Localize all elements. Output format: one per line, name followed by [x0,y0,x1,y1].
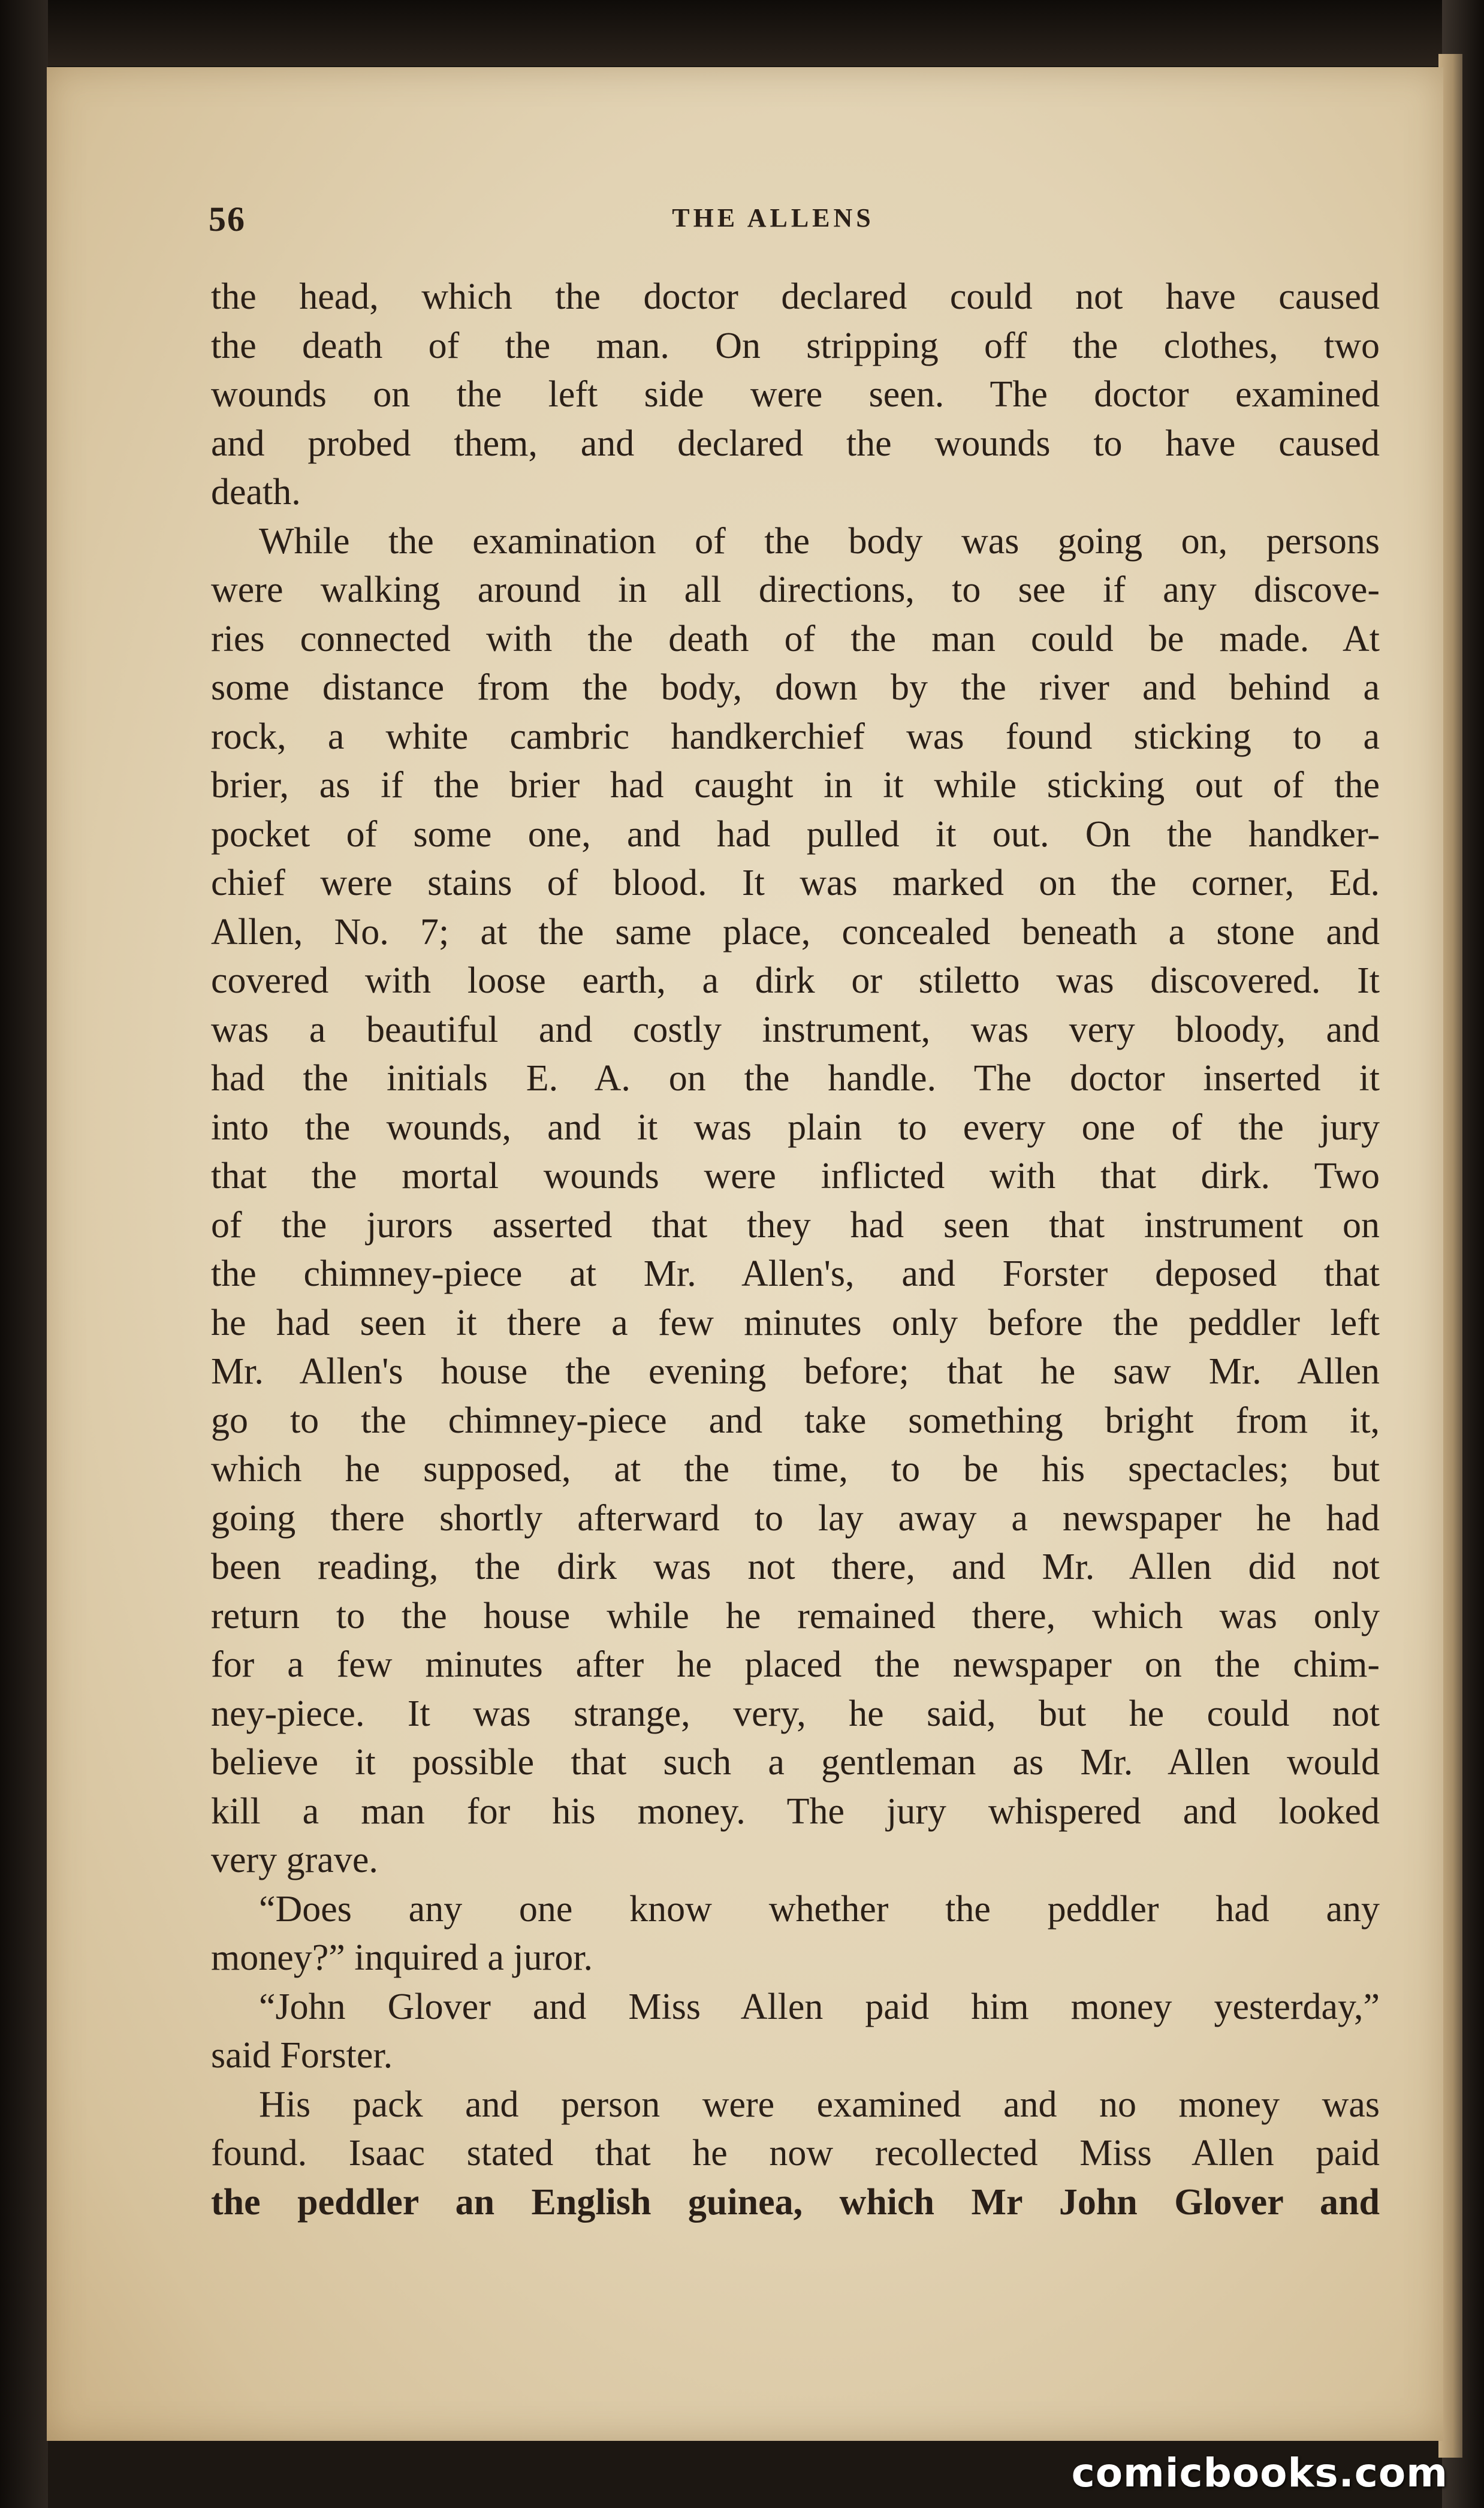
text-line: death. [211,472,301,513]
text-line: the chimney-piece at Mr. Allen's, and Forster deposed that [211,1253,1380,1294]
text-line: were walking around in all directions, to see if any discove- [211,569,1380,610]
text-line: kill a man for his money. The jury whispered and looked [211,1790,1380,1832]
text-line: found. Isaac stated that he now recollected Miss Allen paid [211,2133,1380,2174]
text-line: was a beautiful and costly instrument, was very bloody, and [211,1009,1380,1050]
text-line: been reading, the dirk was not there, and Mr. Allen did not [211,1547,1380,1587]
text-line: “John Glover and Miss Allen paid him money yesterday,” [259,1986,1380,2027]
text-line: said Forster. [211,2035,393,2076]
text-line: some distance from the body, down by the river and behind a [211,667,1380,708]
text-line: brier, as if the brier had caught in it while sticking out of the [211,765,1380,806]
text-line: “Does any one know whether the peddler had any [259,1888,1380,1930]
backdrop-left [0,0,48,2508]
page-number: 56 [209,200,246,239]
text-line: into the wounds, and it was plain to every one of the jury [211,1107,1380,1148]
text-line: and probed them, and declared the wounds to have caused [211,423,1380,464]
text-line: believe it possible that such a gentleman as Mr. Allen would [211,1742,1380,1783]
text-line: ries connected with the death of the man could be made. At [211,618,1380,659]
text-line: the peddler an English guinea, which Mr John Glover and [211,2181,1380,2223]
text-line: of the jurors asserted that they had seen that instrument on [211,1204,1380,1246]
running-head: THE ALLENS [672,203,874,233]
text-line: had the initials E. A. on the handle. The doctor inserted it [211,1058,1380,1099]
text-line: While the examination of the body was going on, persons [259,520,1380,562]
text-line: pocket of some one, and had pulled it out. On the handker- [211,813,1380,855]
text-line: ney-piece. It was strange, very, he said, but he could not [211,1693,1380,1734]
text-line: which he supposed, at the time, to be his spectacles; but [211,1449,1380,1490]
text-line: the death of the man. On stripping off the clothes, two [211,325,1380,366]
backdrop-top [0,0,1484,66]
text-line: wounds on the left side were seen. The doctor examined [211,374,1380,415]
text-line: covered with loose earth, a dirk or stiletto was discovered. It [211,960,1380,1001]
text-line: rock, a white cambric handkerchief was found sticking to a [211,716,1380,757]
text-line: for a few minutes after he placed the newspaper on the chim- [211,1644,1380,1685]
text-line: money?” inquired a juror. [211,1937,593,1978]
text-line: chief were stains of blood. It was marked on the corner, Ed. [211,863,1380,903]
text-line: very grave. [211,1840,378,1880]
body-text [211,273,1380,2227]
text-line: the head, which the doctor declared could not have caused [211,276,1380,317]
text-line: return to the house while he remained there, which was only [211,1595,1380,1636]
text-line: that the mortal wounds were inflicted with that dirk. Two [211,1156,1380,1196]
text-line: His pack and person were examined and no money was [259,2084,1380,2125]
text-line: Mr. Allen's house the evening before; that he saw Mr. Allen [211,1351,1380,1392]
page-header [162,199,1385,247]
text-line: going there shortly afterward to lay away a newspaper he had [211,1497,1380,1539]
watermark: comicbooks.com [1071,2450,1448,2496]
text-line: Allen, No. 7; at the same place, concealed beneath a stone and [211,911,1380,952]
text-line: go to the chimney-piece and take something bright from it, [211,1400,1380,1441]
text-line: he had seen it there a few minutes only before the peddler left [211,1302,1380,1343]
